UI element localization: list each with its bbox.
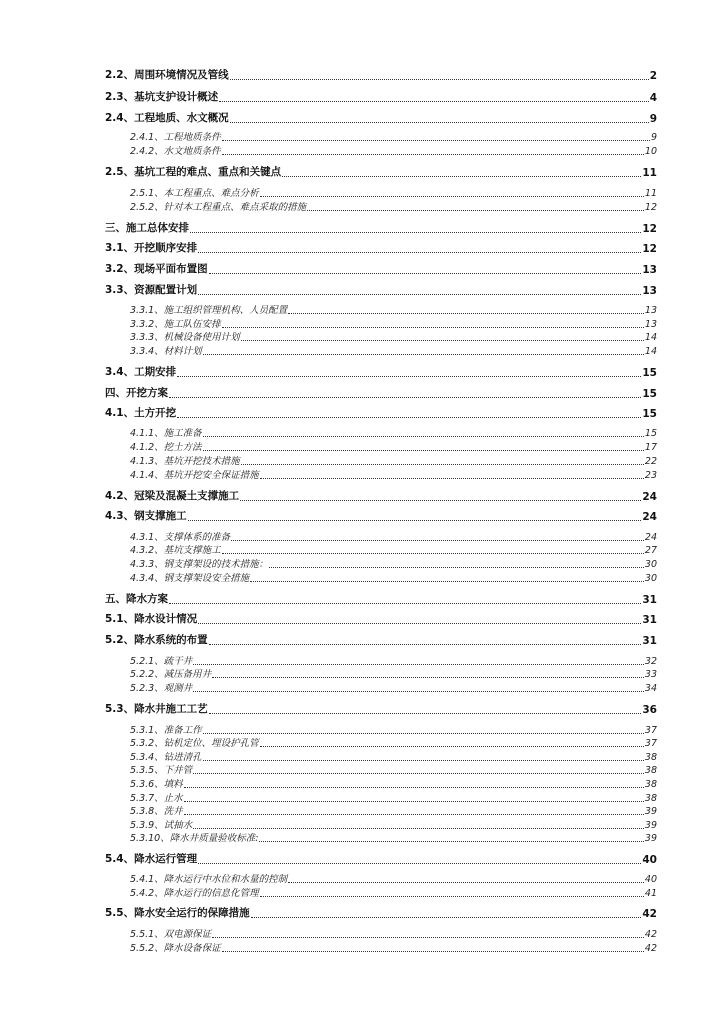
toc-entry[interactable] (130, 331, 657, 343)
dot-leader (260, 196, 644, 197)
dot-leader (231, 540, 644, 541)
dot-leader (209, 644, 642, 645)
toc-entry-title: 三、施工总体安排 (105, 222, 189, 234)
toc-entry-title: 5.3.9、试抽水 (130, 820, 193, 831)
toc-entry-page-number: 15 (642, 367, 657, 379)
toc-entry-page-number: 14 (644, 332, 657, 343)
dot-leader (188, 520, 642, 521)
toc-entry[interactable] (130, 887, 657, 899)
toc-entry[interactable] (130, 304, 657, 316)
dot-leader (212, 937, 644, 938)
toc-entry-page-number: 13 (642, 264, 657, 276)
toc-entry-page-number: 42 (644, 929, 657, 940)
toc-entry-page-number: 42 (644, 943, 657, 954)
toc-entry[interactable] (105, 593, 657, 606)
dot-leader (230, 79, 649, 80)
toc-entry[interactable] (105, 407, 657, 420)
dot-leader (203, 760, 644, 761)
dot-leader (193, 691, 644, 692)
dot-leader (259, 841, 643, 842)
toc-entry-page-number: 4 (649, 92, 657, 104)
toc-entry-page-number: 31 (642, 614, 657, 626)
toc-entry[interactable] (130, 427, 657, 439)
toc-entry-page-number: 12 (642, 223, 657, 235)
dot-leader (169, 603, 641, 604)
toc-entry[interactable] (130, 469, 657, 481)
toc-entry-page-number: 2 (649, 70, 657, 82)
toc-entry-title: 3.4、工期安排 (105, 366, 177, 378)
dot-leader (203, 733, 644, 734)
dot-leader (198, 863, 641, 864)
toc-entry[interactable] (130, 928, 657, 940)
toc-entry-page-number: 15 (642, 388, 657, 400)
toc-entry-page-number: 38 (644, 752, 657, 763)
toc-entry[interactable] (130, 737, 657, 749)
toc-entry[interactable] (105, 242, 657, 255)
toc-entry-page-number: 13 (642, 285, 657, 297)
toc-entry[interactable] (130, 201, 657, 213)
dot-leader (288, 313, 644, 314)
toc-entry-page-number: 34 (644, 683, 657, 694)
toc-entry[interactable] (105, 263, 657, 276)
toc-entry-title: 5.2.2、减压备用井 (130, 669, 212, 680)
dot-leader (212, 677, 644, 678)
toc-entry-title: 五、降水方案 (105, 593, 168, 605)
dot-leader (241, 464, 644, 465)
toc-entry-page-number: 11 (642, 167, 657, 179)
toc-entry-page-number: 36 (642, 704, 657, 716)
dot-leader (184, 787, 644, 788)
toc-entry-title: 3.3.2、施工队伍安排 (130, 319, 221, 330)
toc-entry[interactable] (130, 345, 657, 357)
toc-entry-title: 2.2、周围环境情况及管线 (105, 69, 229, 81)
toc-entry-page-number: 9 (650, 132, 657, 143)
toc-entry[interactable] (130, 832, 657, 844)
toc-entry-page-number: 39 (644, 806, 657, 817)
toc-entry-title: 4.3.2、基坑支撑施工 (130, 545, 221, 556)
toc-entry-page-number: 23 (644, 470, 657, 481)
dot-leader (193, 664, 644, 665)
toc-entry-page-number: 30 (644, 559, 657, 570)
toc-entry[interactable] (130, 441, 657, 453)
toc-entry-title: 5.3.6、填料 (130, 779, 183, 790)
toc-entry-page-number: 32 (644, 656, 657, 667)
dot-leader (241, 340, 644, 341)
dot-leader (260, 478, 644, 479)
toc-entry-page-number: 14 (644, 346, 657, 357)
dot-leader (198, 252, 641, 253)
toc-entry-title: 4.1.4、基坑开挖安全保证措施 (130, 470, 259, 481)
toc-entry-page-number: 41 (644, 888, 657, 899)
toc-entry-title: 3.3、资源配置计划 (105, 284, 198, 296)
toc-entry[interactable] (130, 572, 657, 584)
toc-entry-title: 4.3、钢支撑施工 (105, 510, 187, 522)
toc-entry-page-number: 39 (644, 820, 657, 831)
toc-entry-page-number: 31 (642, 594, 657, 606)
dot-leader (203, 450, 644, 451)
toc-entry-page-number: 24 (644, 532, 657, 543)
dot-leader (193, 773, 644, 774)
toc-entry[interactable] (105, 853, 657, 866)
toc-entry-page-number: 13 (644, 319, 657, 330)
toc-entry[interactable] (105, 69, 657, 82)
toc-entry-page-number: 39 (644, 833, 657, 844)
dot-leader (222, 140, 650, 141)
toc-entry[interactable] (130, 873, 657, 885)
toc-entry-title: 5.3.7、止水 (130, 793, 183, 804)
toc-entry-title: 5.4.1、降水运行中水位和水量的控制 (130, 874, 288, 885)
toc-entry-title: 4.1、土方开挖 (105, 407, 177, 419)
dot-leader (222, 553, 644, 554)
toc-entry[interactable] (130, 455, 657, 467)
toc-entry-title: 4.1.3、基坑开挖技术措施 (130, 456, 240, 467)
dot-leader (209, 713, 642, 714)
toc-entry[interactable] (130, 942, 657, 954)
toc-entry-page-number: 37 (644, 738, 657, 749)
dot-leader (288, 882, 644, 883)
dot-leader (203, 436, 644, 437)
dot-leader (203, 354, 644, 355)
dot-leader (222, 951, 644, 952)
toc-entry-page-number: 38 (644, 765, 657, 776)
dot-leader (260, 746, 644, 747)
toc-entry-title: 5.3.4、钻进清孔 (130, 752, 202, 763)
toc-entry-title: 5.2.1、疏干井 (130, 656, 193, 667)
toc-entry-title: 5.3.5、下井管 (130, 765, 193, 776)
toc-entry[interactable] (105, 510, 657, 523)
dot-leader (222, 327, 644, 328)
dot-leader (222, 154, 644, 155)
toc-entry[interactable] (105, 907, 657, 920)
toc-entry[interactable] (105, 387, 657, 400)
toc-entry[interactable] (105, 613, 657, 626)
toc-entry[interactable] (130, 764, 657, 776)
toc-entry-title: 3.3.4、材料计划 (130, 346, 202, 357)
dot-leader (282, 176, 641, 177)
toc-entry-title: 2.4.2、水文地质条件 (130, 146, 221, 157)
toc-entry-page-number: 10 (644, 146, 657, 157)
toc-entry[interactable] (105, 490, 657, 503)
toc-entry-title: 4.1.1、施工准备 (130, 428, 202, 439)
toc-entry[interactable] (105, 703, 657, 716)
toc-entry-page-number: 24 (642, 491, 657, 503)
dot-leader (198, 294, 641, 295)
toc-entry-title: 2.4、工程地质、水文概况 (105, 112, 229, 124)
toc-entry-title: 2.3、基坑支护设计概述 (105, 91, 219, 103)
toc-entry-title: 四、开挖方案 (105, 387, 168, 399)
toc-entry[interactable] (130, 792, 657, 804)
toc-entry-title: 5.3.10、降水井质量验收标准: (130, 833, 259, 844)
toc-entry[interactable] (130, 668, 657, 680)
toc-entry-page-number: 38 (644, 779, 657, 790)
toc-entry-title: 4.3.1、支撑体系的准备 (130, 532, 231, 543)
toc-entry[interactable] (130, 544, 657, 556)
dot-leader (307, 210, 644, 211)
toc-entry[interactable] (130, 131, 657, 143)
toc-entry-page-number: 15 (642, 408, 657, 420)
toc-entry-title: 5.2.3、观测井 (130, 683, 193, 694)
toc-entry-title: 5.3.2、钻机定位、埋设护孔管 (130, 738, 259, 749)
toc-entry-page-number: 12 (642, 243, 657, 255)
toc-entry-title: 2.5.2、针对本工程重点、难点采取的措施 (130, 202, 307, 213)
toc-entry[interactable] (105, 366, 657, 379)
toc-entry-title: 5.5、降水安全运行的保障措施 (105, 907, 250, 919)
toc-entry-page-number: 40 (644, 874, 657, 885)
dot-leader (240, 500, 641, 501)
toc-entry-title: 2.5.1、本工程重点、难点分析 (130, 188, 259, 199)
toc-entry-page-number: 12 (644, 202, 657, 213)
dot-leader (184, 814, 644, 815)
toc-entry-page-number: 31 (642, 635, 657, 647)
dot-leader (190, 232, 641, 233)
toc-entry[interactable] (105, 166, 657, 179)
toc-entry-title: 5.4、降水运行管理 (105, 853, 198, 865)
toc-entry-page-number: 40 (642, 854, 657, 866)
toc-entry-page-number: 38 (644, 793, 657, 804)
toc-entry-page-number: 17 (644, 442, 657, 453)
toc-entry-page-number: 37 (644, 725, 657, 736)
toc-entry[interactable] (105, 284, 657, 297)
toc-entry-page-number: 9 (649, 113, 657, 125)
toc-entry-page-number: 11 (644, 188, 657, 199)
toc-entry-title: 5.4.2、降水运行的信息化管理 (130, 888, 259, 899)
toc-entry-title: 5.3.1、准备工作 (130, 725, 202, 736)
toc-entry[interactable] (105, 112, 657, 125)
toc-entry-title: 3.3.3、机械设备使用计划 (130, 332, 240, 343)
toc-entry[interactable] (105, 91, 657, 104)
toc-entry-page-number: 27 (644, 545, 657, 556)
toc-entry-page-number: 22 (644, 456, 657, 467)
toc-entry-title: 3.3.1、施工组织管理机构、人员配置 (130, 305, 288, 316)
toc-entry-page-number: 24 (642, 511, 657, 523)
toc-entry[interactable] (105, 222, 657, 235)
toc-entry-page-number: 13 (644, 305, 657, 316)
toc-entry-title: 4.3.4、钢支撑架设安全措施 (130, 573, 250, 584)
dot-leader (177, 417, 641, 418)
toc-entry-page-number: 15 (644, 428, 657, 439)
dot-leader (269, 567, 644, 568)
toc-entry-title: 5.2、降水系统的布置 (105, 634, 208, 646)
dot-leader (169, 397, 641, 398)
toc-entry[interactable] (130, 558, 657, 570)
toc-entry-title: 3.1、开挖顺序安排 (105, 242, 198, 254)
dot-leader (219, 101, 649, 102)
toc-entry-title: 5.3、降水井施工工艺 (105, 703, 208, 715)
dot-leader (193, 828, 644, 829)
toc-entry-page-number: 33 (644, 669, 657, 680)
dot-leader (198, 623, 641, 624)
toc-entry[interactable] (130, 682, 657, 694)
toc-entry[interactable] (130, 778, 657, 790)
dot-leader (209, 273, 642, 274)
toc-entry-title: 3.2、现场平面布置图 (105, 263, 208, 275)
toc-entry[interactable] (130, 805, 657, 817)
toc-entry[interactable] (105, 634, 657, 647)
toc-entry-title: 5.1、降水设计情况 (105, 613, 198, 625)
dot-leader (251, 917, 642, 918)
toc-entry[interactable] (130, 145, 657, 157)
dot-leader (177, 376, 641, 377)
toc-entry[interactable] (130, 187, 657, 199)
toc-entry-title: 4.3.3、钢支撑架设的技术措施： (130, 559, 269, 570)
dot-leader (250, 581, 644, 582)
toc-entry-title: 2.5、基坑工程的难点、重点和关键点 (105, 166, 282, 178)
dot-leader (260, 896, 644, 897)
toc-entry-title: 4.1.2、挖土方法 (130, 442, 202, 453)
toc-entry-title: 5.3.8、洗井 (130, 806, 183, 817)
dot-leader (230, 122, 649, 123)
toc-entry-page-number: 30 (644, 573, 657, 584)
toc-entry-page-number: 42 (642, 908, 657, 920)
toc-entry-title: 5.5.2、降水设备保证 (130, 943, 221, 954)
toc-entry-title: 5.5.1、双电源保证 (130, 929, 212, 940)
dot-leader (184, 801, 644, 802)
toc-entry-title: 4.2、冠梁及混凝土支撑施工 (105, 490, 240, 502)
toc-entry-title: 2.4.1、工程地质条件 (130, 132, 221, 143)
toc-entry[interactable] (130, 751, 657, 763)
